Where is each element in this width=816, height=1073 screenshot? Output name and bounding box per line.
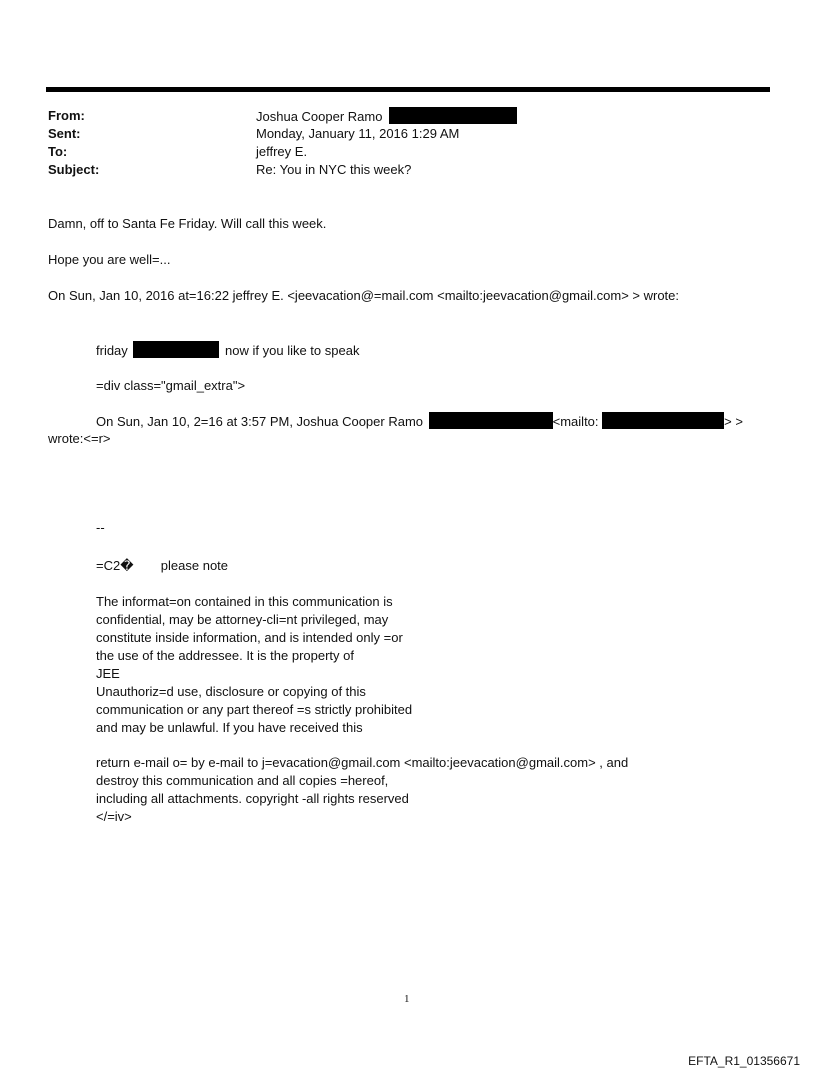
div-extra-line: =div class="gmail_extra"> [96,378,246,393]
redaction-box [429,412,553,429]
disclaimer-line: and may be unlawful. If you have received this [96,720,363,735]
friday-rest: now if you like to speak [225,343,360,358]
redaction-box [133,341,219,358]
from-name: Joshua Cooper Ramo [256,109,383,124]
sent-label: Sent: [48,126,81,141]
nested-end: > > [724,414,743,429]
sent-value: Monday, January 11, 2016 1:29 AM [256,126,460,141]
disclaimer-line: confidential, may be attorney-cli=nt privileged, may [96,612,389,627]
friday-text: friday [96,343,128,358]
please-note-line [96,557,228,575]
subject-value: Re: You in NYC this week? [256,162,412,177]
signature-dashes: -- [96,520,105,535]
from-value [256,107,517,126]
to-value: jeffrey E. [256,144,308,159]
nested-mailto: <mailto: [552,414,599,429]
return-line: destroy this communication and all copies =hereof, [96,773,389,788]
nested-quote-header [96,412,743,431]
redaction-box [602,412,724,429]
disclaimer-paragraph [96,593,412,737]
friday-line [96,341,359,360]
redaction-box [389,107,517,124]
disclaimer-line: communication or any part thereof =s strictly prohibited [96,702,413,717]
document-id: EFTA_R1_01356671 [688,1054,800,1068]
return-line: </=iv> [96,809,132,824]
disclaimer-line: Unauthoriz=d use, disclosure or copying of this [96,684,366,699]
header-rule [46,87,770,92]
please-note-text: please note [160,558,229,573]
return-line: including all attachments. copyright -all rights reserved [96,791,409,806]
disclaimer-line: The informat=on contained in this communication is [96,594,393,609]
encoded-chars: =C2� [96,558,134,573]
body-line-2: Hope you are well=... [48,252,171,267]
disclaimer-line: the use of the addressee. It is the property of [96,648,354,663]
quote-header: On Sun, Jan 10, 2016 at=16:22 jeffrey E. <jeevacation@=mail.com <mailto:jeevacation@gmail.com> > wrote: [48,288,680,303]
return-line: return e-mail o= by e-mail to j=evacation@gmail.com <mailto:jeevacation@gmail.com> , and [96,755,629,770]
disclaimer-line: JEE [96,666,120,681]
page-number: 1 [404,993,410,1005]
from-label: From: [48,108,85,123]
disclaimer-line: constitute inside information, and is intended only =or [96,630,403,645]
subject-label: Subject: [48,162,100,177]
to-label: To: [48,144,68,159]
body-line-1: Damn, off to Santa Fe Friday. Will call this week. [48,216,327,231]
nested-wrap-line: wrote:<=r> [48,431,111,446]
nested-quote-text: On Sun, Jan 10, 2=16 at 3:57 PM, Joshua Cooper Ramo [96,414,424,429]
return-paragraph [96,754,628,826]
